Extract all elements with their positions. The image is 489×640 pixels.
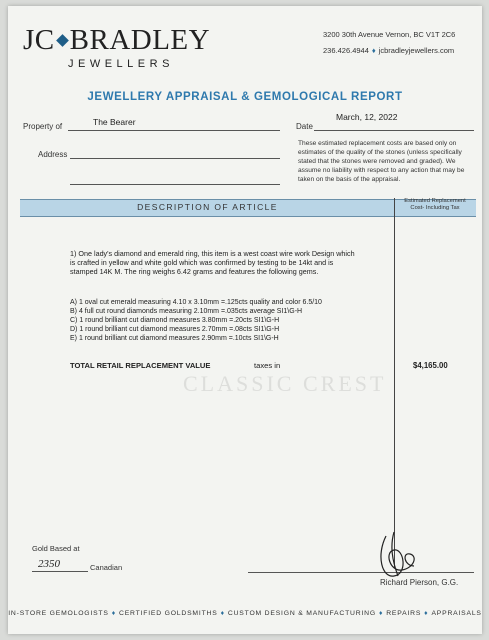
date-line <box>314 130 474 131</box>
total-value: $4,165.00 <box>413 361 448 370</box>
logo-initials: JC <box>23 24 55 56</box>
disclaimer-text: These estimated replacement costs are based only on estimates of the quality of the stones (unless specifically stated that the stones were removed and graded). We assume no liability with respect to any action that may be taken on the basis of the appraisal. <box>298 140 465 183</box>
column-divider <box>394 198 395 568</box>
gold-line <box>32 571 88 572</box>
footer-item: CUSTOM DESIGN & MANUFACTURING <box>227 610 376 617</box>
date-value: March, 12, 2022 <box>336 112 398 122</box>
watermark: CLASSIC CREST <box>183 371 387 396</box>
gem-line: C) 1 round brilliant cut diamond measures 3.80mm =.20cts SI1\G-H <box>70 317 280 324</box>
item-description: 1) One lady's diamond and emerald ring, this item is a west coast wire work Design which is crafted in yellow and white gold which was confirmed by testing to be 14kt and is stamped 14K M. The ring weighs 6.42 grams and features the following gems. <box>70 249 355 277</box>
signature-line <box>248 572 474 573</box>
diamond-separator-icon: ♦ <box>220 610 225 617</box>
cost-header <box>396 198 474 212</box>
company-website: jcbradleyjewellers.com <box>378 46 455 55</box>
company-logo <box>23 26 210 55</box>
appraisal-document <box>8 6 482 634</box>
logo-subtitle: JEWELLERS <box>68 58 174 70</box>
gem-line: B) 4 full cut round diamonds measuring 2.10mm =.035cts average SI1\G-H <box>70 308 303 315</box>
company-contact <box>323 46 454 55</box>
gem-line: E) 1 round brilliant cut diamond measures 2.90mm =.10cts SI1\G-H <box>70 335 279 342</box>
diamond-separator-icon: ♦ <box>424 610 429 617</box>
description-header: DESCRIPTION OF ARTICLE <box>137 202 278 212</box>
gold-label: Gold Based at <box>32 544 80 553</box>
property-of-value: The Bearer <box>93 117 136 127</box>
footer-item: IN-STORE GEMOLOGISTS <box>8 610 109 617</box>
diamond-separator-icon: ♦ <box>111 610 116 617</box>
company-address: 3200 30th Avenue Vernon, BC V1T 2C6 <box>323 30 456 39</box>
diamond-separator-icon: ♦ <box>378 610 384 617</box>
date-label: Date <box>296 122 313 131</box>
footer-item: APPRAISALS <box>431 610 482 617</box>
property-of-line <box>68 130 280 131</box>
cost-header-line1: Estimated Replacement <box>404 198 466 204</box>
signer-name: Richard Pierson, G.G. <box>380 578 459 587</box>
footer-services <box>8 610 482 617</box>
total-label: TOTAL RETAIL REPLACEMENT VALUE <box>70 361 211 370</box>
address-line-2 <box>70 184 280 185</box>
report-title: JEWELLERY APPRAISAL & GEMOLOGICAL REPORT <box>87 91 403 103</box>
signature-mark <box>374 526 434 586</box>
gem-line: A) 1 oval cut emerald measuring 4.10 x 3.10mm =.125cts quality and color 6.5/10 <box>70 299 322 306</box>
footer-item: CERTIFIED GOLDSMITHS <box>119 610 218 617</box>
diamond-icon <box>56 34 69 47</box>
diamond-separator-icon: ♦ <box>371 46 376 55</box>
footer-item: REPAIRS <box>386 610 422 617</box>
gold-currency: Canadian <box>90 563 123 572</box>
company-phone: 236.426.4944 <box>323 46 369 55</box>
property-of-label: Property of <box>23 122 63 131</box>
taxes-label: taxes in <box>254 361 281 370</box>
cost-header-line2: Cost- Including Tax <box>410 205 460 211</box>
address-line-1 <box>70 158 280 159</box>
gem-line: D) 1 round brilliant cut diamond measures 2.70mm =.08cts SI1\G-H <box>70 326 280 333</box>
gold-value: 2350 <box>38 558 60 570</box>
address-label: Address <box>38 150 68 159</box>
logo-name: BRADLEY <box>69 24 211 56</box>
